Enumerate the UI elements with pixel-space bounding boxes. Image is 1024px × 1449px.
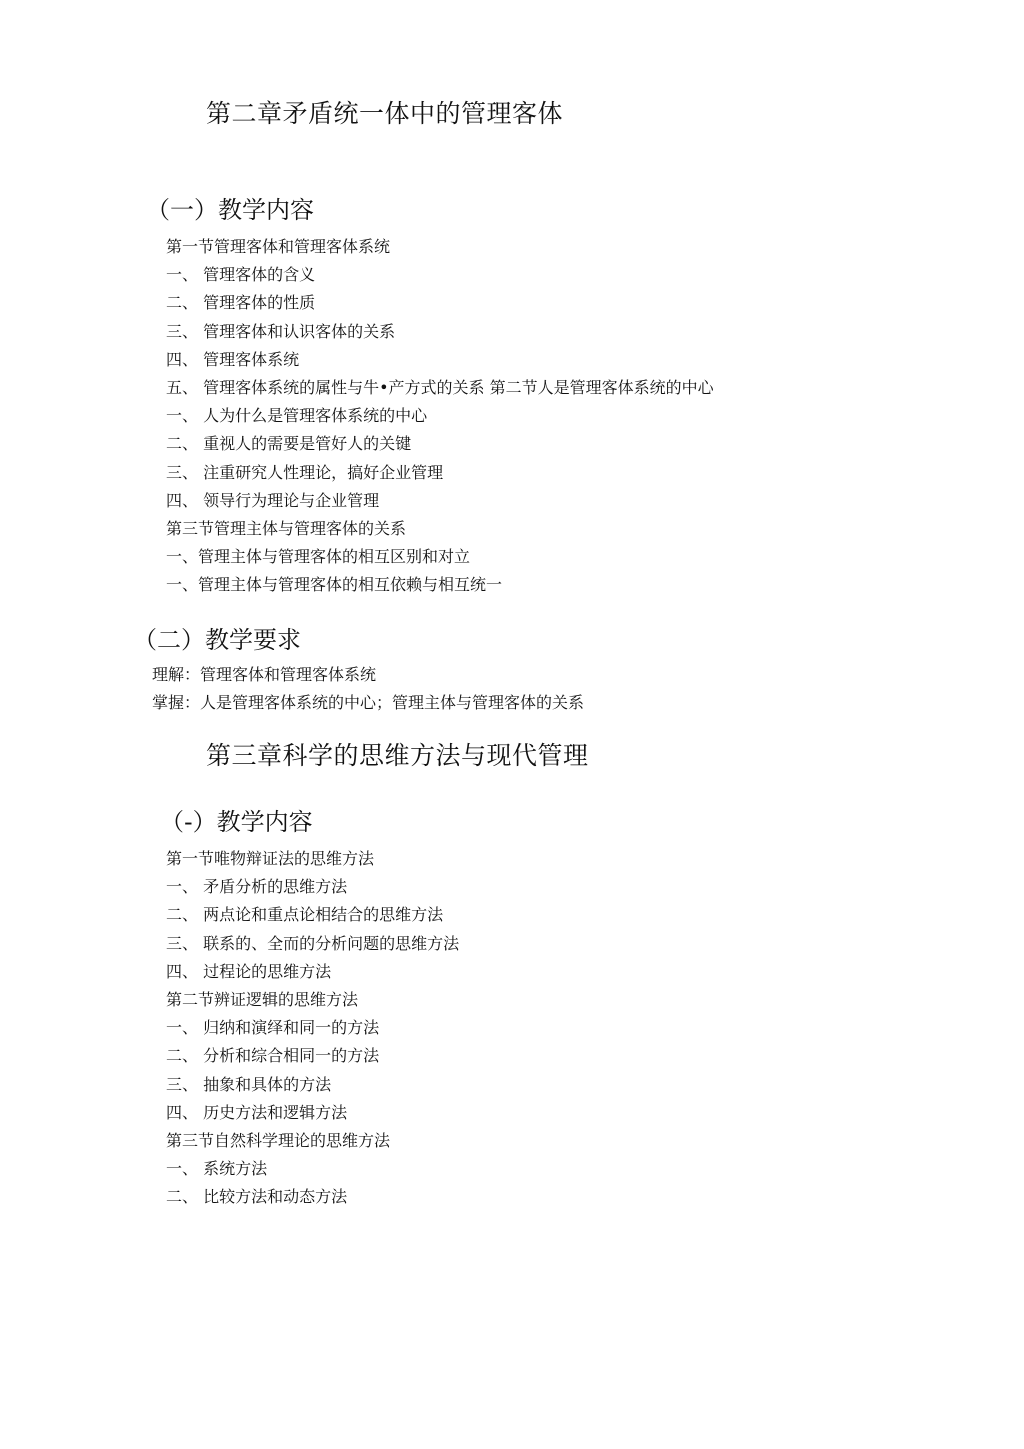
chapter-3-content-line: 二、 分析和综合相同一的方法 [166,1046,380,1065]
chapter-3-title: 第三章科学的思维方法与现代管理 [206,741,589,770]
chapter-2-content-line: 一、管理主体与管理客体的相互依赖与相互统一 [166,575,503,594]
chapter-2-content-line: 二、 重视人的需要是管好人的关键 [166,434,412,453]
chapter-3-content-line: 二、 比较方法和动态方法 [166,1187,348,1206]
chapter-3-content-line: 第一节唯物辩证法的思维方法 [166,849,375,868]
chapter-2-content-line: 一、 人为什么是管理客体系统的中心 [166,406,428,425]
chapter-2-content-line: 三、 注重研究人性理论，搞好企业管理 [166,463,444,482]
chapter-2-content-line: 一、管理主体与管理客体的相互区别和对立 [166,547,471,566]
chapter-3-content-line: 二、 两点论和重点论相结合的思维方法 [166,905,444,924]
chapter-3-content-line: 一、 归纳和演绎和同一的方法 [166,1018,380,1037]
chapter-3-content-line: 三、 联系的、全而的分析问题的思维方法 [166,934,460,953]
chapter-2-content-line: 第三节管理主体与管理客体的关系 [166,519,407,538]
chapter-3-content-line: 一、 矛盾分析的思维方法 [166,877,348,896]
chapter-2-title: 第二章矛盾统一体中的管理客体 [206,99,564,128]
chapter-2-content-heading: （一）教学内容 [146,196,314,224]
chapter-3-content-line: 四、 过程论的思维方法 [166,962,332,981]
chapter-2-content-line: 第一节管理客体和管理客体系统 [166,237,391,256]
chapter-2-content-line: 三、 管理客体和认识客体的关系 [166,322,396,341]
chapter-3-content-line: 第三节自然科学理论的思维方法 [166,1131,391,1150]
chapter-3-content-line: 一、 系统方法 [166,1159,268,1178]
chapter-2-content-line: 一、 管理客体的含义 [166,265,316,284]
chapter-3-content-line: 三、 抽象和具体的方法 [166,1075,332,1094]
chapter-3-content-line: 四、 历史方法和逻辑方法 [166,1103,348,1122]
chapter-2-requirement-line: 理解：管理客体和管理客体系统 [152,665,377,684]
chapter-2-content-line: 五、 管理客体系统的属性与牛•产方式的关系 第二节人是管理客体系统的中心 [166,378,714,397]
chapter-3-content-line: 第二节辨证逻辑的思维方法 [166,990,359,1009]
chapter-2-content-line: 二、 管理客体的性质 [166,293,316,312]
chapter-2-content-line: 四、 管理客体系统 [166,350,300,369]
chapter-2-content-line: 四、 领导行为理论与企业管理 [166,491,380,510]
chapter-3-content-heading: （-）教学内容 [160,808,313,836]
chapter-2-requirements-heading: （二）教学要求 [133,626,301,654]
chapter-2-requirement-line: 掌握：人是管理客体系统的中心；管理主体与管理客体的关系 [152,693,585,712]
